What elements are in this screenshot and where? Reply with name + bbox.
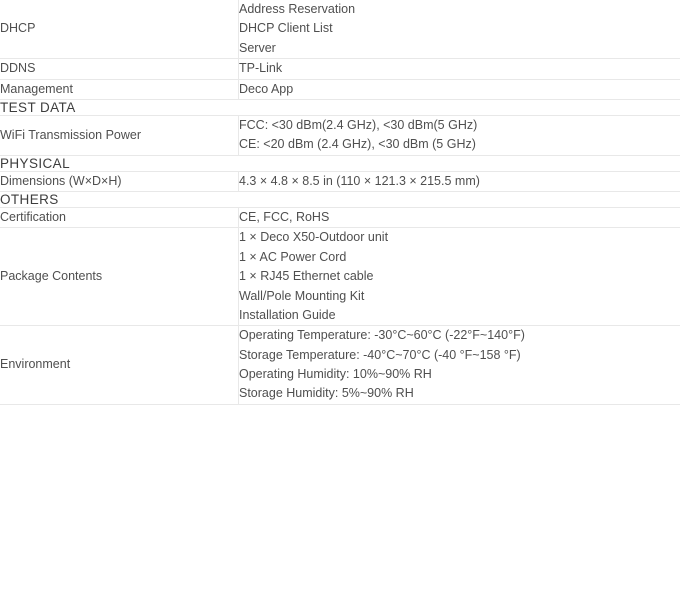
- row-label: DDNS: [0, 59, 239, 79]
- section-header-others: [0, 192, 680, 208]
- table-bottom-divider: [0, 404, 680, 405]
- section-header-physical: [0, 155, 680, 171]
- value-line: DHCP Client List: [239, 21, 333, 36]
- value-line: 1 × AC Power Cord: [239, 249, 347, 264]
- table-row: [0, 208, 680, 228]
- value-line: Operating Humidity: 10%~90% RH: [239, 367, 432, 381]
- row-label: Environment: [0, 326, 239, 405]
- value-line: Operating Temperature: -30°C~60°C (-22°F~140°F): [239, 328, 525, 343]
- value-line: 4.3 × 4.8 × 8.5 in (110 × 121.3 × 215.5 mm): [239, 173, 480, 188]
- table-row: [0, 326, 680, 405]
- row-label: Dimensions (W×D×H): [0, 171, 239, 191]
- row-label: Management: [0, 79, 239, 99]
- row-value: [239, 0, 680, 59]
- row-value: [239, 79, 680, 99]
- row-value: [239, 208, 680, 228]
- section-header-test-data: [0, 99, 680, 115]
- value-line: Server: [239, 40, 276, 55]
- value-line: 1 × RJ45 Ethernet cable: [239, 269, 374, 284]
- value-line: Wall/Pole Mounting Kit: [239, 288, 365, 303]
- row-label: Package Contents: [0, 228, 239, 326]
- value-line: Address Reservation: [239, 2, 356, 16]
- value-line: CE, FCC, RoHS: [239, 210, 330, 224]
- row-label: DHCP: [0, 21, 36, 36]
- value-line: 1 × Deco X50-Outdoor unit: [239, 230, 389, 245]
- row-value: [239, 326, 680, 405]
- bottom-spacer-right: [239, 404, 680, 405]
- value-line: Deco App: [239, 81, 294, 96]
- row-label: WiFi Transmission Power: [0, 115, 239, 155]
- row-value: [239, 228, 680, 326]
- row-label: Certification: [0, 208, 239, 228]
- value-line: TP-Link: [239, 61, 283, 76]
- row-value: [239, 59, 680, 79]
- table-row: [0, 79, 680, 99]
- section-title: TEST DATA: [0, 99, 680, 115]
- table-row: [0, 171, 680, 191]
- section-title: OTHERS: [0, 192, 680, 208]
- value-line: Installation Guide: [239, 307, 336, 322]
- row-value: [239, 171, 680, 191]
- table-row: [0, 115, 680, 155]
- table-row: [0, 59, 680, 79]
- bottom-spacer-left: [0, 404, 239, 405]
- value-line: CE: <20 dBm (2.4 GHz), <30 dBm (5 GHz): [239, 137, 476, 152]
- table-row: [0, 0, 680, 59]
- row-value: [239, 115, 680, 155]
- table-row: [0, 228, 680, 326]
- section-title: PHYSICAL: [0, 155, 680, 171]
- value-line: Storage Temperature: -40°C~70°C (-40 °F~158 °F): [239, 347, 521, 362]
- value-line: FCC: <30 dBm(2.4 GHz), <30 dBm(5 GHz): [239, 117, 478, 132]
- value-line: Storage Humidity: 5%~90% RH: [239, 386, 414, 401]
